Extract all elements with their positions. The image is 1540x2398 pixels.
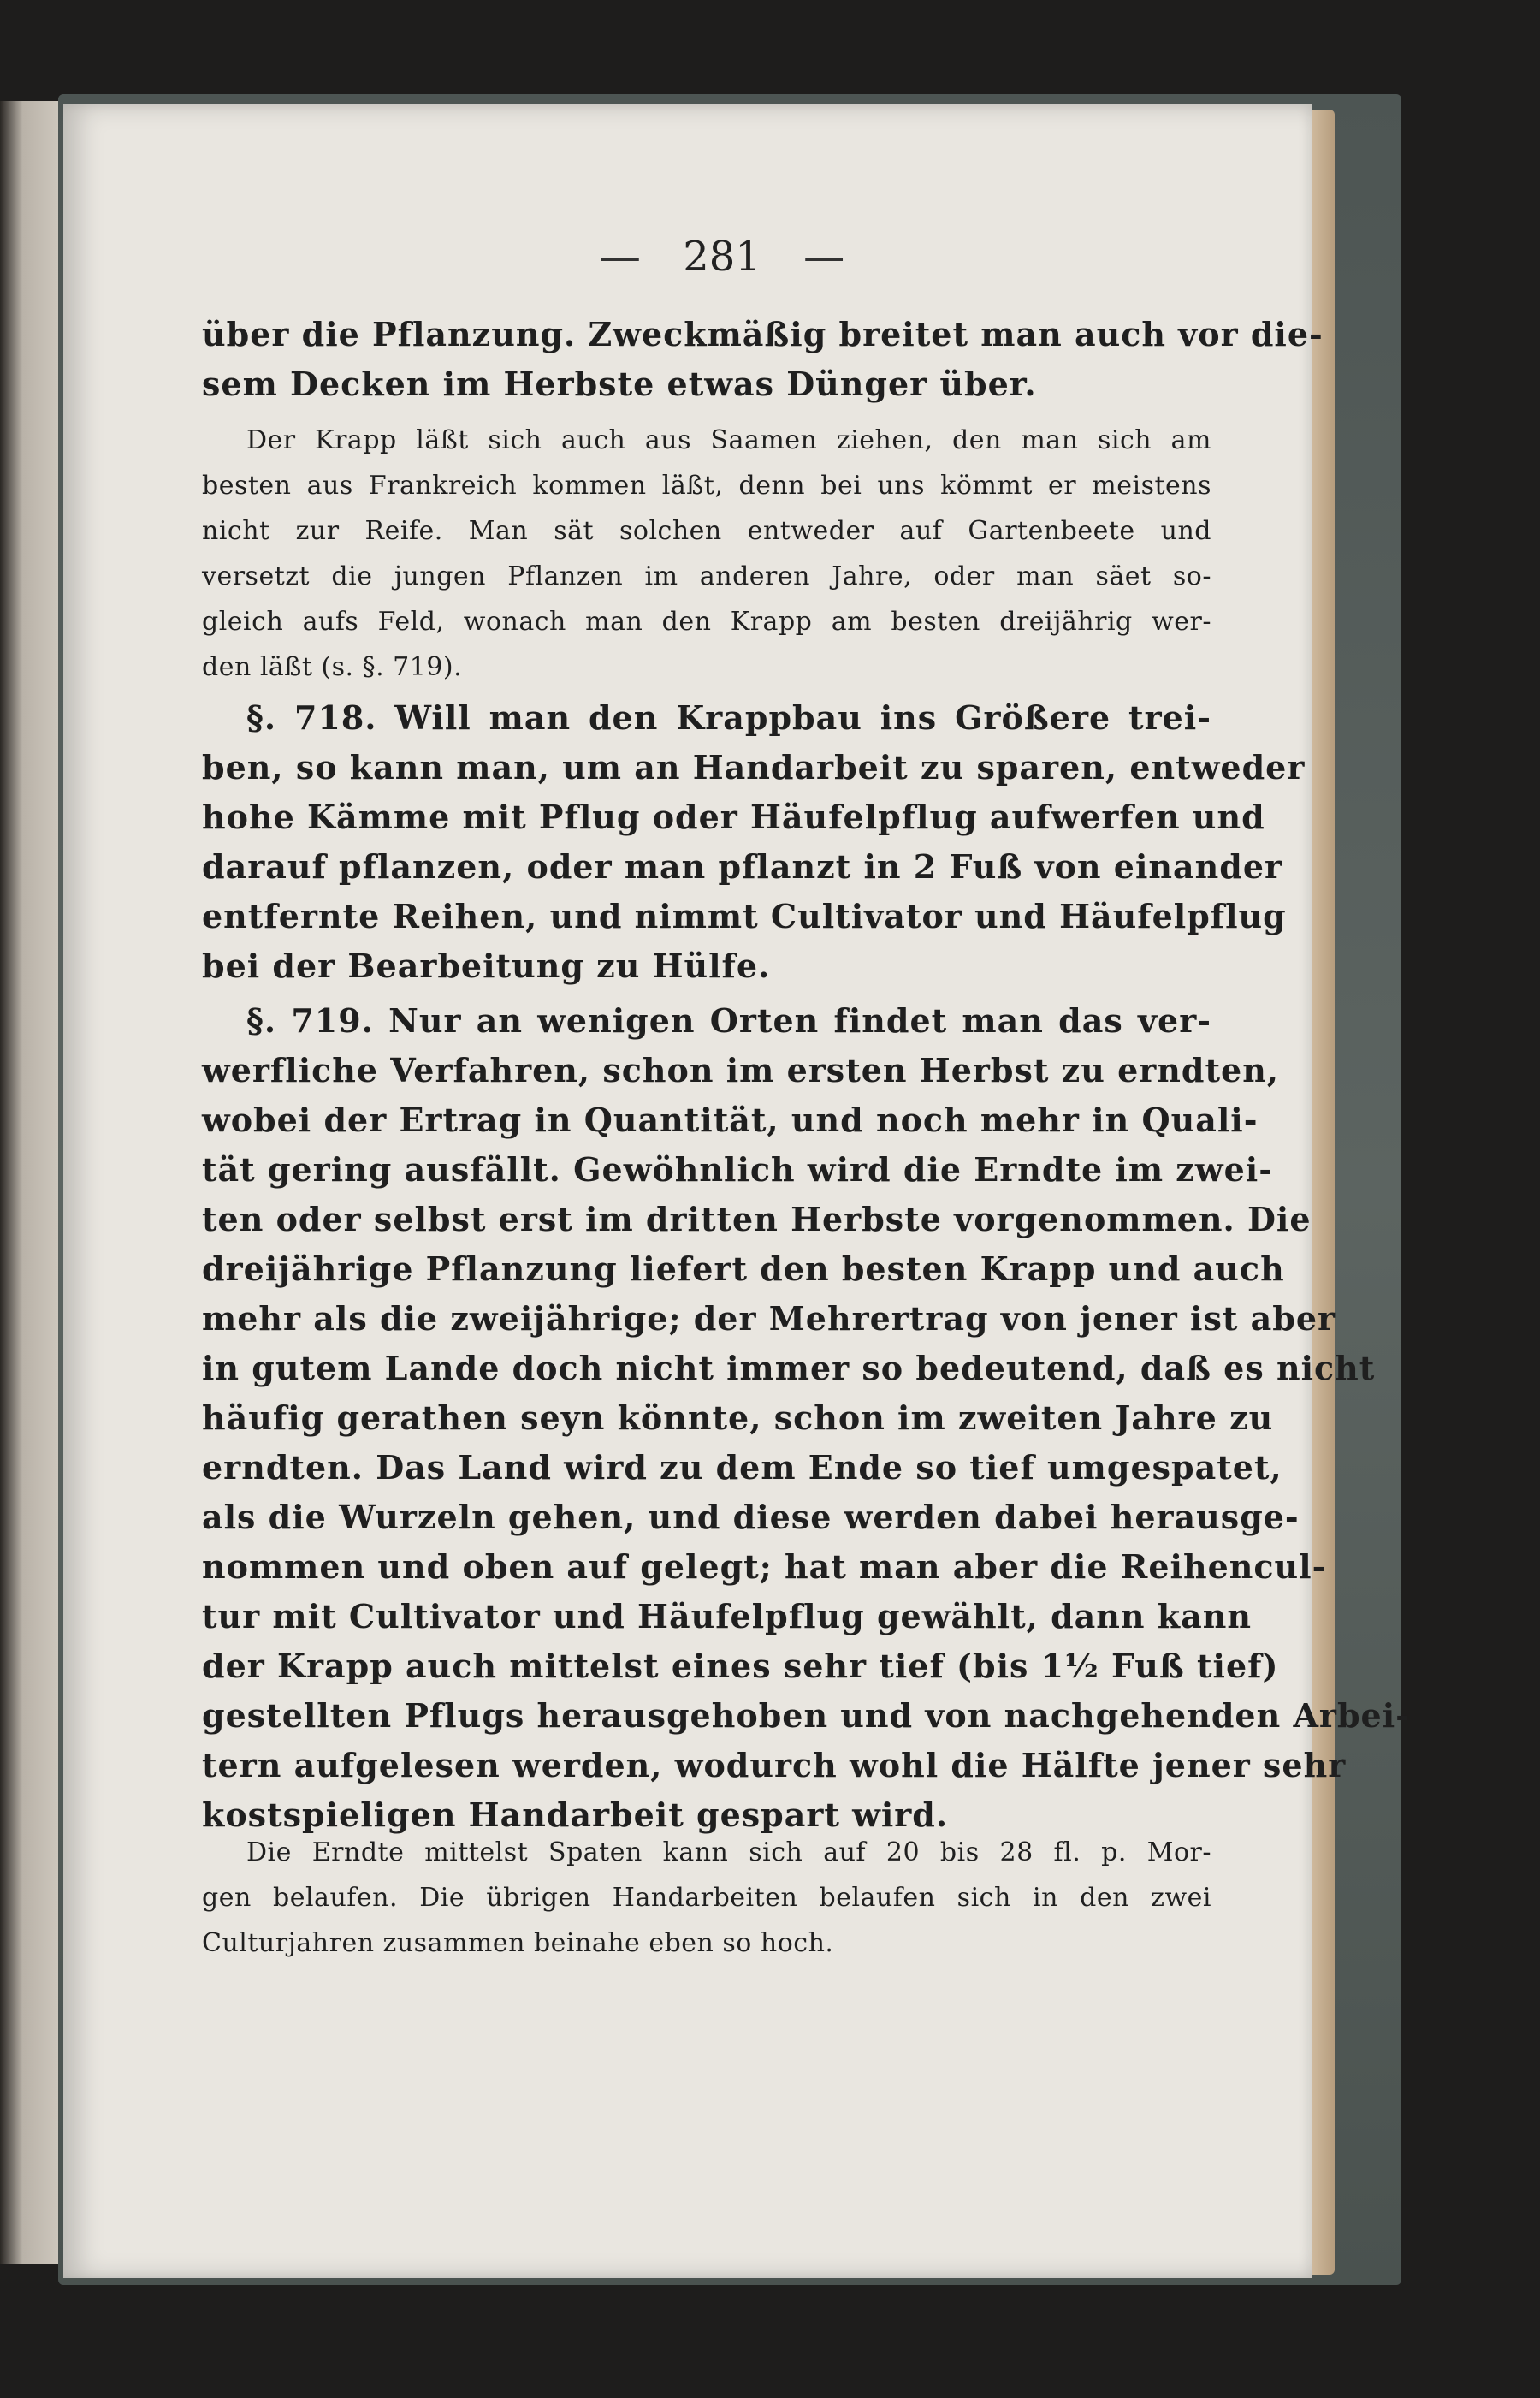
text-line: ben, so kann man, um an Handarbeit zu sparen, entweder xyxy=(202,748,1306,786)
text-line: sem Decken im Herbste etwas Dünger über. xyxy=(202,365,1037,403)
text-line: tät gering ausfällt. Gewöhnlich wird die Erndte im zwei- xyxy=(202,1150,1273,1189)
text-line: gleich aufs Feld, wonach man den Krapp am besten dreijährig wer- xyxy=(202,607,1211,637)
book-page xyxy=(63,104,1410,2278)
text-line: ten oder selbst erst im dritten Herbste vorgenommen. Die xyxy=(202,1200,1312,1238)
text-line: in gutem Lande doch nicht immer so bedeutend, daß es nicht xyxy=(202,1349,1376,1387)
text-line: nicht zur Reife. Man sät solchen entweder auf Gartenbeete und xyxy=(202,516,1211,546)
header-dash-left: — xyxy=(599,233,641,281)
text-line: bei der Bearbeitung zu Hülfe. xyxy=(202,947,771,985)
text-line: darauf pflanzen, oder man pflanzt in 2 Fuß von einander xyxy=(202,847,1283,886)
text-line: wobei der Ertrag in Quantität, und noch mehr in Quali- xyxy=(202,1101,1259,1139)
text-line: §. 719. Nur an wenigen Orten findet man das ver- xyxy=(246,1001,1211,1040)
text-line: tur mit Cultivator und Häufelpflug gewählt, dann kann xyxy=(202,1597,1252,1635)
header-dash-right: — xyxy=(803,233,845,281)
text-line: häufig gerathen seyn könnte, schon im zweiten Jahre zu xyxy=(202,1398,1274,1437)
text-line: entfernte Reihen, und nimmt Cultivator und Häufelpflug xyxy=(202,897,1287,935)
text-line: der Krapp auch mittelst eines sehr tief (bis 1½ Fuß tief) xyxy=(202,1647,1279,1685)
text-line: tern aufgelesen werden, wodurch wohl die Hälfte jener sehr xyxy=(202,1746,1347,1784)
paragraph-continuation xyxy=(202,310,1324,409)
text-line: erndten. Das Land wird zu dem Ende so tief umgespatet, xyxy=(202,1448,1282,1487)
text-line: §. 718. Will man den Krappbau ins Größere trei- xyxy=(246,698,1211,737)
text-line: besten aus Frankreich kommen läßt, denn bei uns kömmt er meistens xyxy=(202,471,1211,501)
page-header xyxy=(98,233,1347,281)
note-harvest-costs xyxy=(202,1830,1211,1966)
text-line: Die Erndte mittelst Spaten kann sich auf 20 bis 28 fl. p. Mor- xyxy=(246,1837,1211,1867)
text-line: Der Krapp läßt sich auch aus Saamen ziehen, den man sich am xyxy=(246,425,1211,455)
text-line: versetzt die jungen Pflanzen im anderen Jahre, oder man säet so- xyxy=(202,561,1211,591)
text-line: kostspieligen Handarbeit gespart wird. xyxy=(202,1796,949,1834)
note-seed-sowing xyxy=(202,418,1211,690)
text-line: nommen und oben auf gelegt; hat man aber die Reihencul- xyxy=(202,1547,1327,1586)
section-719 xyxy=(202,996,1410,1840)
text-line: mehr als die zweijährige; der Mehrertrag von jener ist aber xyxy=(202,1299,1336,1338)
page-number: 281 xyxy=(683,233,761,281)
text-line: gen belaufen. Die übrigen Handarbeiten belaufen sich in den zwei xyxy=(202,1883,1211,1913)
text-line: werfliche Verfahren, schon im ersten Herbst zu erndten, xyxy=(202,1051,1280,1089)
text-line: als die Wurzeln gehen, und diese werden dabei herausge- xyxy=(202,1498,1300,1536)
section-718 xyxy=(202,693,1306,991)
text-line: dreijährige Pflanzung liefert den besten Krapp und auch xyxy=(202,1249,1285,1288)
text-line: über die Pflanzung. Zweckmäßig breitet man auch vor die- xyxy=(202,315,1324,353)
text-line: gestellten Pflugs herausgehoben und von nachgehenden Arbei- xyxy=(202,1696,1410,1735)
text-line: hohe Kämme mit Pflug oder Häufelpflug aufwerfen und xyxy=(202,798,1265,836)
text-line: Culturjahren zusammen beinahe eben so hoch. xyxy=(202,1928,834,1958)
text-line: den läßt (s. §. 719). xyxy=(202,652,463,682)
